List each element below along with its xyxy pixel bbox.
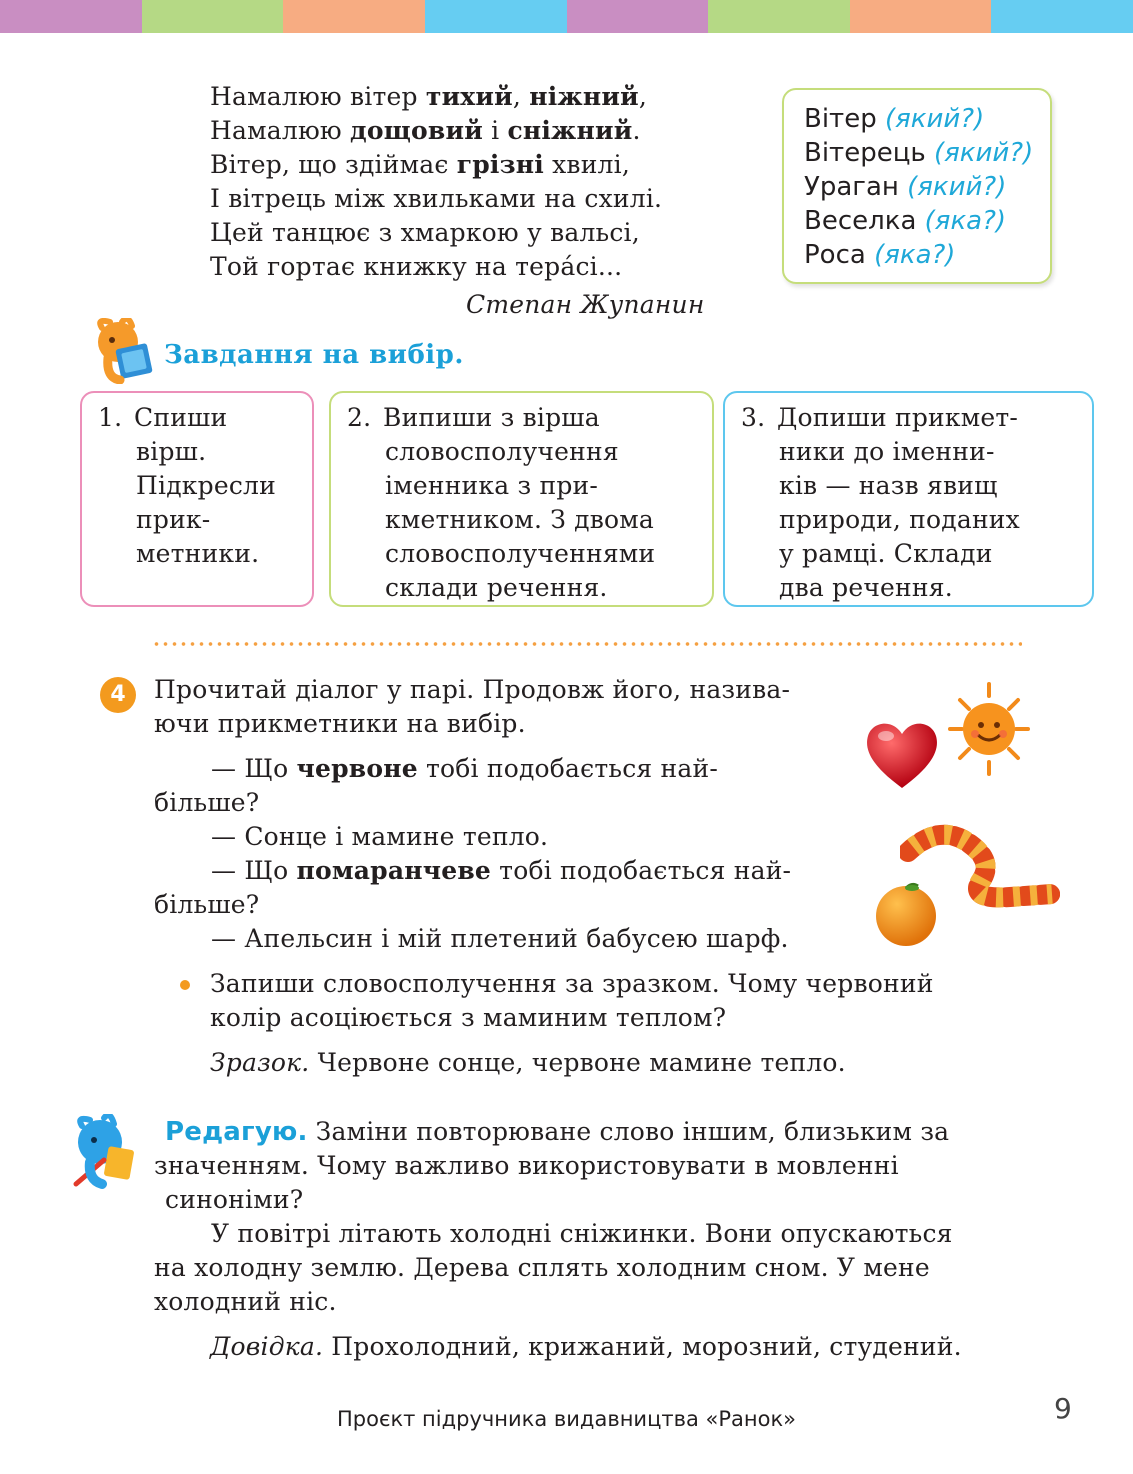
frame-word: Роса bbox=[804, 240, 875, 270]
top-color-bar bbox=[0, 0, 1133, 33]
task-option-number: 3. bbox=[741, 403, 766, 432]
task-option-text bbox=[385, 401, 655, 605]
frame-word: Веселка bbox=[804, 206, 925, 236]
hint-label: Довідка. bbox=[210, 1332, 324, 1361]
editing-text-line: на холодну землю. Дерева сплять холодним сном. У мене bbox=[154, 1253, 930, 1282]
frame-box-row bbox=[804, 136, 1050, 170]
frame-box-row bbox=[804, 204, 1050, 238]
sample-label: Зразок. bbox=[210, 1048, 310, 1077]
task-option-line: ків — назв явищ bbox=[779, 471, 998, 500]
text-run: більше? bbox=[154, 890, 260, 919]
poem-line bbox=[210, 250, 662, 284]
editing-task bbox=[154, 1115, 950, 1217]
text-run: — Що bbox=[211, 856, 297, 885]
top-bar-segment bbox=[708, 0, 850, 33]
text-run: більше? bbox=[154, 788, 260, 817]
editing-label: Редагую. bbox=[165, 1117, 308, 1147]
text-run: і bbox=[482, 116, 508, 145]
task-option-line: два речення. bbox=[779, 573, 953, 602]
bold-word: ніжний bbox=[529, 82, 639, 111]
dialog-line bbox=[154, 752, 791, 786]
frame-question: (який?) bbox=[884, 104, 985, 134]
poem-line bbox=[210, 148, 662, 182]
bold-word: тихий bbox=[425, 82, 513, 111]
frame-box-row bbox=[804, 102, 1050, 136]
exercise-number-badge: 4 bbox=[100, 677, 136, 713]
poem bbox=[210, 80, 662, 284]
hint-text: Прохолодний, крижаний, морозний, студений. bbox=[323, 1332, 962, 1361]
bullet-icon bbox=[180, 980, 190, 990]
frame-word: Вітерець bbox=[804, 138, 934, 168]
page-number: 9 bbox=[1054, 1392, 1072, 1425]
poem-line bbox=[210, 182, 662, 216]
bold-word: грізні bbox=[456, 150, 544, 179]
bold-word: дощовий bbox=[350, 116, 483, 145]
poem-line bbox=[210, 216, 662, 250]
top-bar-segment bbox=[142, 0, 284, 33]
poem-line bbox=[210, 80, 662, 114]
intro-line: Прочитай діалог у парі. Продовж його, назива- bbox=[154, 675, 791, 704]
task-option-line: прик- bbox=[136, 505, 211, 534]
text-run: , bbox=[512, 82, 530, 111]
sun-icon bbox=[948, 680, 1030, 778]
frame-question: (яка?) bbox=[874, 240, 956, 270]
frame-box-row bbox=[804, 238, 1050, 272]
exercise4-dialog bbox=[154, 752, 791, 956]
sample-text: Червоне сонце, червоне мамине тепло. bbox=[309, 1048, 846, 1077]
task-option-line: склади речення. bbox=[385, 573, 608, 602]
heart-icon bbox=[862, 716, 942, 792]
text-run: Намалюю вітер bbox=[210, 82, 426, 111]
top-bar-segment bbox=[567, 0, 709, 33]
bold-word: червоне bbox=[296, 754, 418, 783]
editing-text-line: У повітрі літають холодні сніжинки. Вони опускаються bbox=[211, 1219, 953, 1248]
task-option-text bbox=[136, 401, 276, 571]
bullet-task-line: колір асоціюється з маминим теплом? bbox=[210, 1003, 727, 1032]
blue-mascot-icon bbox=[70, 1114, 140, 1190]
frame-word: Ураган bbox=[804, 172, 908, 202]
top-bar-segment bbox=[850, 0, 992, 33]
task-option-line: словосполучення bbox=[385, 437, 619, 466]
task-option-line: Спиши bbox=[134, 403, 228, 432]
editing-task-line: синоніми? bbox=[165, 1185, 304, 1214]
bullet-task-line: Запиши словосполучення за зразком. Чому червоний bbox=[210, 969, 934, 998]
exercise4-intro bbox=[154, 673, 790, 741]
text-run: . bbox=[632, 116, 641, 145]
text-run: тобі подобається най- bbox=[417, 754, 719, 783]
text-run: тобі подобається най- bbox=[491, 856, 792, 885]
text-run: І вітрець між хвильками на схилі. bbox=[210, 184, 663, 213]
frame-question: (який?) bbox=[934, 138, 1034, 168]
top-bar-segment bbox=[0, 0, 142, 33]
text-run: Намалюю bbox=[210, 116, 351, 145]
bold-word: сніжний bbox=[507, 116, 633, 145]
word-frame-box bbox=[782, 88, 1052, 284]
top-bar-segment bbox=[425, 0, 567, 33]
task-option-line: Допиши прикмет- bbox=[777, 403, 1019, 432]
task-option-1 bbox=[80, 391, 314, 607]
frame-box-row bbox=[804, 170, 1050, 204]
editing-hint bbox=[210, 1330, 962, 1364]
editing-task-first-line: Заміни повторюване слово іншим, близьким за bbox=[307, 1117, 950, 1146]
task-option-line: природи, поданих bbox=[779, 505, 1020, 534]
text-run: Той гортає книжку на терáсі... bbox=[210, 252, 623, 281]
task-option-2 bbox=[329, 391, 714, 607]
text-run: — Що bbox=[211, 754, 297, 783]
editing-text-line: холодний ніс. bbox=[154, 1287, 337, 1316]
text-run: — Сонце і мамине тепло. bbox=[211, 822, 549, 851]
dotted-divider bbox=[152, 641, 1022, 647]
orange-fruit-icon bbox=[872, 880, 940, 948]
frame-question: (який?) bbox=[907, 172, 1007, 202]
task-option-line: Підкресли bbox=[136, 471, 276, 500]
dialog-line bbox=[154, 786, 791, 820]
text-run: , bbox=[638, 82, 647, 111]
editing-task-line: значенням. Чому важливо використовувати в мовленні bbox=[154, 1151, 899, 1180]
task-option-line: Випиши з вірша bbox=[383, 403, 600, 432]
task-choice-title: Завдання на вибір. bbox=[164, 340, 464, 370]
task-option-number: 2. bbox=[347, 403, 372, 432]
dialog-line bbox=[154, 888, 791, 922]
task-option-line: кметником. З двома bbox=[385, 505, 655, 534]
bold-word: помаранчеве bbox=[296, 856, 492, 885]
dialog-line bbox=[154, 922, 791, 956]
task-option-line: словосполученнями bbox=[385, 539, 656, 568]
top-bar-segment bbox=[283, 0, 425, 33]
task-option-3 bbox=[723, 391, 1094, 607]
task-option-text bbox=[779, 401, 1020, 605]
text-run: Вітер, що здіймає bbox=[210, 150, 457, 179]
task-option-line: іменника з при- bbox=[385, 471, 599, 500]
top-bar-segment bbox=[991, 0, 1133, 33]
poem-author: Степан Жупанин bbox=[466, 290, 705, 319]
exercise4-bullet-task bbox=[210, 967, 934, 1035]
footer-publisher: Проєкт підручника видавництва «Ранок» bbox=[336, 1407, 797, 1431]
poem-line bbox=[210, 114, 662, 148]
frame-question: (яка?) bbox=[924, 206, 1007, 236]
dialog-line bbox=[154, 854, 791, 888]
editing-text bbox=[154, 1217, 953, 1319]
text-run: хвилі, bbox=[543, 150, 630, 179]
text-run: Цей танцює з хмаркою у вальсі, bbox=[210, 218, 640, 247]
frame-word: Вітер bbox=[804, 104, 885, 134]
exercise4-sample bbox=[210, 1046, 846, 1080]
task-option-line: у рамці. Склади bbox=[779, 539, 993, 568]
task-option-number: 1. bbox=[98, 403, 123, 432]
task-option-line: ники до іменни- bbox=[779, 437, 995, 466]
task-option-line: вірш. bbox=[136, 437, 207, 466]
dialog-line bbox=[154, 820, 791, 854]
orange-mascot-icon bbox=[92, 318, 156, 384]
intro-line: ючи прикметники на вибір. bbox=[154, 709, 526, 738]
text-run: — Апельсин і мій плетений бабусею шарф. bbox=[211, 924, 789, 953]
task-option-line: метники. bbox=[136, 539, 260, 568]
